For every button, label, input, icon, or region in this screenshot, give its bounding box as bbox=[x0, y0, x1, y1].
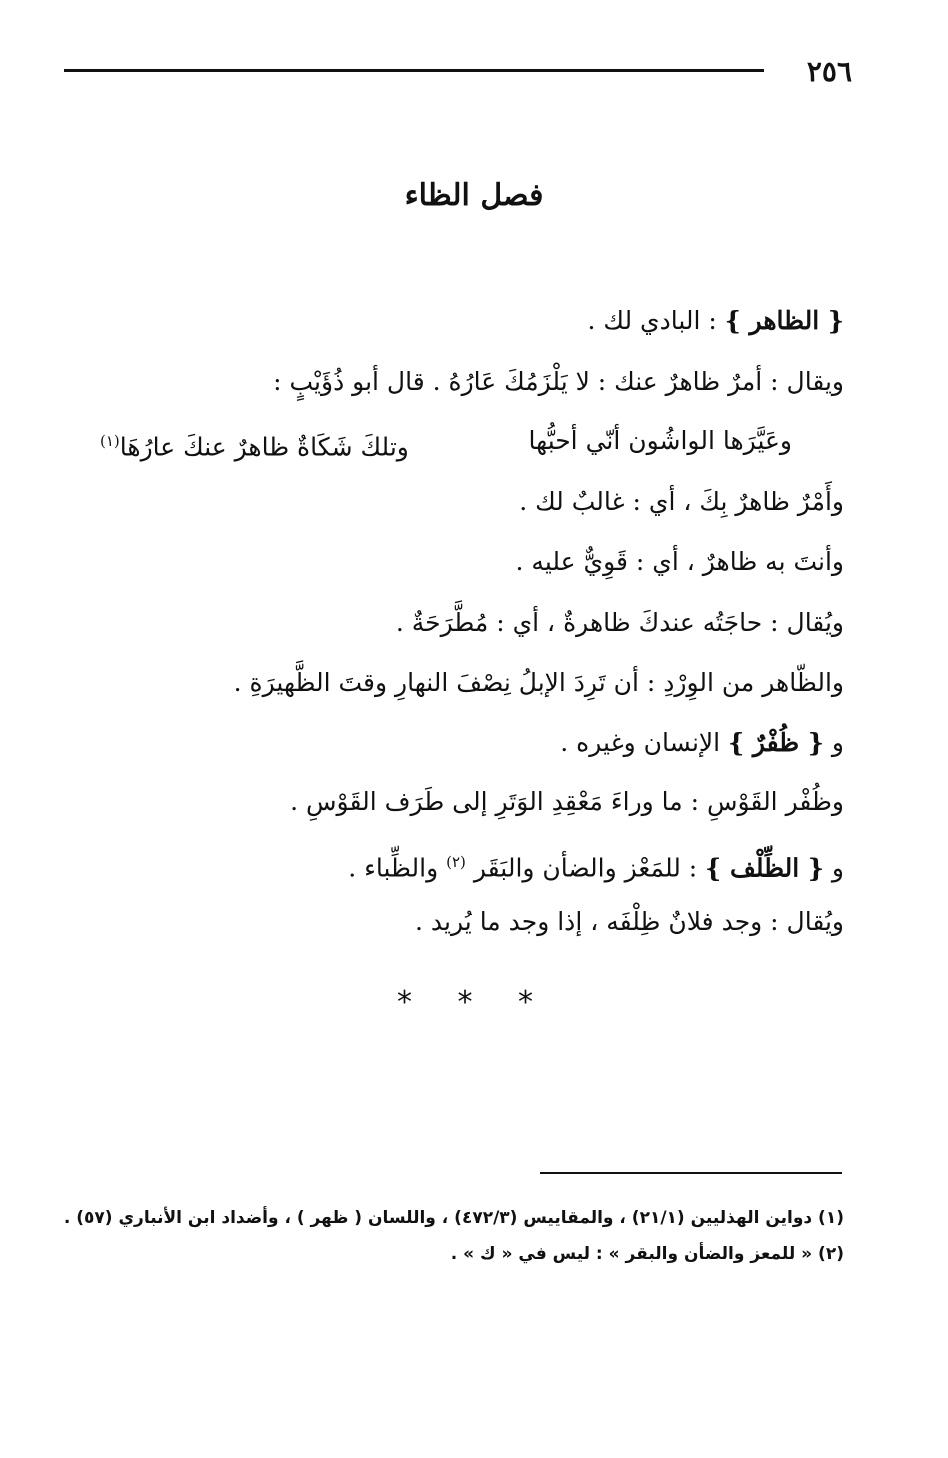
entry-line bbox=[587, 302, 844, 340]
entry-text: ويقال : أمرٌ ظاهرٌ عنك : لا يَلْزَمُكَ عَارُهُ . قال أبو ذُؤَيْبٍ : bbox=[273, 367, 844, 396]
entry-line bbox=[348, 843, 844, 887]
entry-term: { الظاهر } bbox=[724, 306, 844, 335]
entry-tail: والظِّباء . bbox=[348, 853, 447, 883]
footnote-ref: (٢) bbox=[446, 853, 466, 871]
entry-text: وأَمْرٌ ظاهرٌ بِكَ ، أي : غالبٌ لك . bbox=[519, 487, 844, 516]
footnote: (١) دواين الهذليين (٢١/١) ، والمقاييس (٤٧٢/٣) ، واللسان ( ظهر ) ، وأضداد ابن الأنباري (٥٧) . bbox=[63, 1208, 844, 1228]
poetry-verse bbox=[100, 422, 844, 466]
entry-line bbox=[560, 724, 844, 762]
entry-text: والظّاهر من الوِرْدِ : أن تَرِدَ الإبلُ نِصْفَ النهارِ وقتَ الظَّهيرَةِ . bbox=[233, 668, 844, 697]
footnote-rule bbox=[540, 1172, 842, 1174]
verse-second-hemistich: وتلكَ شَكَاةٌ ظاهرٌ عنكَ عارُهَا$^{(١)}$ bbox=[100, 432, 409, 462]
verse-first-hemistich: وعَيَّرَها الواشُون أنّي أحبُّها bbox=[528, 426, 792, 455]
entry-line bbox=[415, 903, 844, 941]
entry-text: وظُفْر القَوْسِ : ما وراءَ مَعْقِدِ الوَتَرِ إلى طَرَف القَوْسِ . bbox=[290, 787, 844, 816]
entry-line bbox=[396, 604, 844, 642]
entry-line bbox=[519, 483, 844, 521]
page-number: ٢٥٦ bbox=[806, 55, 852, 88]
entry-text: : البادي لك . bbox=[587, 306, 725, 335]
entry-text: ويُقال : حاجَتُه عندكَ ظاهرةٌ ، أي : مُطَّرَحَةٌ . bbox=[395, 608, 844, 637]
entry-text: الإنسان وغيره . bbox=[560, 728, 729, 757]
footnote: (٢) « للمعز والضأن والبقر » : ليس في « ك » . bbox=[450, 1244, 844, 1264]
entry-term: { ظُفْرٌ } bbox=[728, 728, 824, 757]
entry-line bbox=[516, 543, 844, 581]
entry-prefix: و bbox=[823, 853, 844, 883]
entry-prefix: و bbox=[823, 728, 844, 757]
footnote-ref: (١) bbox=[100, 432, 120, 450]
entry-text: ويُقال : وجد فلانٌ ظِلْفَه ، إذا وجد ما يُريد . bbox=[415, 907, 844, 936]
entry-line bbox=[273, 363, 844, 401]
entry-line bbox=[290, 783, 844, 821]
entry-line bbox=[234, 664, 844, 702]
entry-term: { الظِّلْف } bbox=[705, 853, 824, 883]
entry-text: وأنتَ به ظاهرٌ ، أي : قَوِيٌّ عليه . bbox=[515, 547, 844, 576]
section-title: فصل الظاء bbox=[404, 178, 544, 213]
entry-text: : للمَعْز والضأن والبَقَر bbox=[465, 853, 706, 883]
section-separator: * * * bbox=[396, 985, 552, 1020]
header-rule bbox=[64, 69, 764, 72]
